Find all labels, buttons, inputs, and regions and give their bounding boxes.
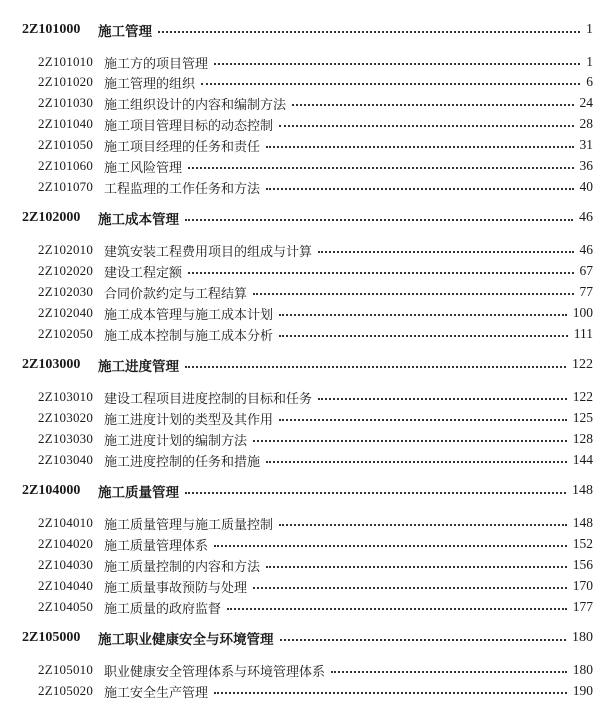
dot-leader	[214, 52, 580, 72]
dot-leader	[158, 20, 580, 40]
entry-title: 施工成本管理	[98, 212, 179, 228]
entry-page: 6	[586, 74, 593, 89]
toc-section-row[interactable]	[0, 576, 609, 596]
entry-title: 施工管理的组织	[104, 76, 196, 92]
dot-leader	[279, 513, 567, 533]
entry-title: 施工进度计划的编制方法	[104, 433, 248, 449]
entry-page: 36	[579, 158, 593, 173]
toc-section-row[interactable]	[0, 177, 609, 197]
toc-section-row[interactable]	[0, 261, 609, 281]
toc-section-row[interactable]	[0, 324, 609, 344]
toc-section-row[interactable]	[0, 597, 609, 617]
entry-page: 67	[579, 263, 593, 278]
entry-code: 2Z104040	[38, 578, 94, 593]
entry-page: 152	[572, 536, 593, 551]
toc-chapter-row[interactable]	[0, 208, 609, 228]
entry-page: 46	[579, 210, 593, 225]
toc-section-row[interactable]	[0, 303, 609, 323]
entry-code: 2Z101030	[38, 95, 94, 110]
entry-title: 职业健康安全管理体系与环境管理体系	[104, 664, 326, 680]
entry-title: 合同价款约定与工程结算	[104, 286, 248, 302]
entry-code: 2Z103040	[38, 452, 94, 467]
toc-section-row[interactable]	[0, 240, 609, 260]
toc-section-row[interactable]	[0, 387, 609, 407]
entry-page: 122	[572, 357, 593, 372]
entry-page: 177	[572, 599, 593, 614]
entry-code: 2Z101070	[38, 179, 94, 194]
dot-leader	[280, 628, 567, 648]
dot-leader	[201, 72, 580, 92]
entry-page: 31	[579, 137, 593, 152]
toc-section-row[interactable]	[0, 429, 609, 449]
toc-section-row[interactable]	[0, 93, 609, 113]
entry-page: 156	[572, 557, 593, 572]
entry-code: 2Z103010	[38, 389, 94, 404]
dot-leader	[266, 135, 573, 155]
dot-leader	[214, 681, 567, 701]
entry-page: 180	[572, 662, 593, 677]
toc-chapter-row[interactable]	[0, 628, 609, 648]
entry-title: 施工安全生产管理	[104, 685, 209, 701]
toc-section-row[interactable]	[0, 555, 609, 575]
entry-page: 122	[572, 389, 593, 404]
entry-code: 2Z102030	[38, 284, 94, 299]
dot-leader	[266, 450, 567, 470]
toc-section-row[interactable]	[0, 513, 609, 533]
dot-leader	[188, 261, 573, 281]
entry-page: 1	[586, 54, 593, 69]
dot-leader	[279, 114, 573, 134]
entry-page: 111	[573, 326, 593, 341]
dot-leader	[279, 324, 568, 344]
toc-section-row[interactable]	[0, 52, 609, 72]
entry-page: 100	[572, 305, 593, 320]
entry-title: 施工管理	[98, 24, 152, 40]
entry-code: 2Z102000	[22, 210, 81, 225]
entry-title: 工程监理的工作任务和方法	[104, 181, 261, 197]
toc-section-row[interactable]	[0, 660, 609, 680]
entry-page: 148	[572, 515, 593, 530]
dot-leader	[253, 576, 567, 596]
entry-code: 2Z102020	[38, 263, 94, 278]
entry-page: 144	[572, 452, 593, 467]
dot-leader	[331, 660, 567, 680]
entry-title: 施工进度管理	[98, 359, 179, 375]
entry-code: 2Z104010	[38, 515, 94, 530]
dot-leader	[185, 208, 573, 228]
dot-leader	[318, 240, 573, 260]
toc-section-row[interactable]	[0, 114, 609, 134]
dot-leader	[253, 282, 573, 302]
entry-code: 2Z101050	[38, 137, 94, 152]
dot-leader	[185, 481, 566, 501]
entry-page: 190	[572, 683, 593, 698]
toc-chapter-row[interactable]	[0, 481, 609, 501]
dot-leader	[292, 93, 573, 113]
entry-code: 2Z105000	[22, 630, 81, 645]
dot-leader	[266, 555, 567, 575]
dot-leader	[266, 177, 573, 197]
entry-title: 建筑安装工程费用项目的组成与计算	[104, 244, 313, 260]
dot-leader	[214, 534, 567, 554]
entry-page: 28	[579, 116, 593, 131]
entry-title: 施工质量事故预防与处理	[104, 580, 248, 596]
entry-code: 2Z101060	[38, 158, 94, 173]
entry-code: 2Z105010	[38, 662, 94, 677]
dot-leader	[279, 408, 567, 428]
toc-chapter-row[interactable]	[0, 20, 609, 40]
entry-code: 2Z104030	[38, 557, 94, 572]
dot-leader	[185, 355, 566, 375]
entry-code: 2Z105020	[38, 683, 94, 698]
toc-section-row[interactable]	[0, 282, 609, 302]
entry-title: 施工质量管理	[98, 485, 179, 501]
entry-code: 2Z103020	[38, 410, 94, 425]
entry-page: 180	[572, 630, 593, 645]
entry-page: 77	[579, 284, 593, 299]
entry-code: 2Z103030	[38, 431, 94, 446]
entry-title: 施工职业健康安全与环境管理	[98, 632, 274, 648]
entry-title: 施工项目经理的任务和责任	[104, 139, 261, 155]
entry-title: 施工风险管理	[104, 160, 183, 176]
toc-section-row[interactable]	[0, 156, 609, 176]
entry-code: 2Z104020	[38, 536, 94, 551]
dot-leader	[227, 597, 567, 617]
toc-section-row[interactable]	[0, 408, 609, 428]
entry-code: 2Z104000	[22, 483, 81, 498]
entry-code: 2Z101010	[38, 54, 94, 69]
entry-code: 2Z101020	[38, 74, 94, 89]
entry-title: 施工组织设计的内容和编制方法	[104, 97, 287, 113]
entry-page: 125	[572, 410, 593, 425]
dot-leader	[188, 156, 573, 176]
entry-page: 170	[572, 578, 593, 593]
dot-leader	[318, 387, 567, 407]
entry-page: 46	[579, 242, 593, 257]
entry-page: 1	[586, 22, 593, 37]
entry-title: 施工质量控制的内容和方法	[104, 559, 261, 575]
toc-section-row[interactable]	[0, 72, 609, 92]
entry-page: 40	[579, 179, 593, 194]
entry-page: 128	[572, 431, 593, 446]
entry-title: 施工质量管理与施工质量控制	[104, 517, 274, 533]
entry-code: 2Z102040	[38, 305, 94, 320]
entry-title: 施工成本控制与施工成本分析	[104, 328, 274, 344]
entry-title: 施工方的项目管理	[104, 56, 209, 72]
entry-code: 2Z103000	[22, 357, 81, 372]
entry-page: 24	[579, 95, 593, 110]
entry-code: 2Z102050	[38, 326, 94, 341]
entry-title: 施工进度控制的任务和措施	[104, 454, 261, 470]
toc-section-row[interactable]	[0, 135, 609, 155]
entry-code: 2Z102010	[38, 242, 94, 257]
entry-title: 建设工程项目进度控制的目标和任务	[104, 391, 313, 407]
entry-code: 2Z104050	[38, 599, 94, 614]
entry-title: 施工项目管理目标的动态控制	[104, 118, 274, 134]
entry-code: 2Z101040	[38, 116, 94, 131]
toc-chapter-row[interactable]	[0, 355, 609, 375]
entry-title: 施工成本管理与施工成本计划	[104, 307, 274, 323]
dot-leader	[253, 429, 567, 449]
entry-page: 148	[572, 483, 593, 498]
toc-section-row[interactable]	[0, 681, 609, 701]
dot-leader	[279, 303, 567, 323]
toc-section-row[interactable]	[0, 450, 609, 470]
entry-title: 施工进度计划的类型及其作用	[104, 412, 274, 428]
entry-title: 施工质量管理体系	[104, 538, 209, 554]
entry-title: 建设工程定额	[104, 265, 183, 281]
entry-title: 施工质量的政府监督	[104, 601, 222, 617]
entry-code: 2Z101000	[22, 22, 81, 37]
toc-section-row[interactable]	[0, 534, 609, 554]
